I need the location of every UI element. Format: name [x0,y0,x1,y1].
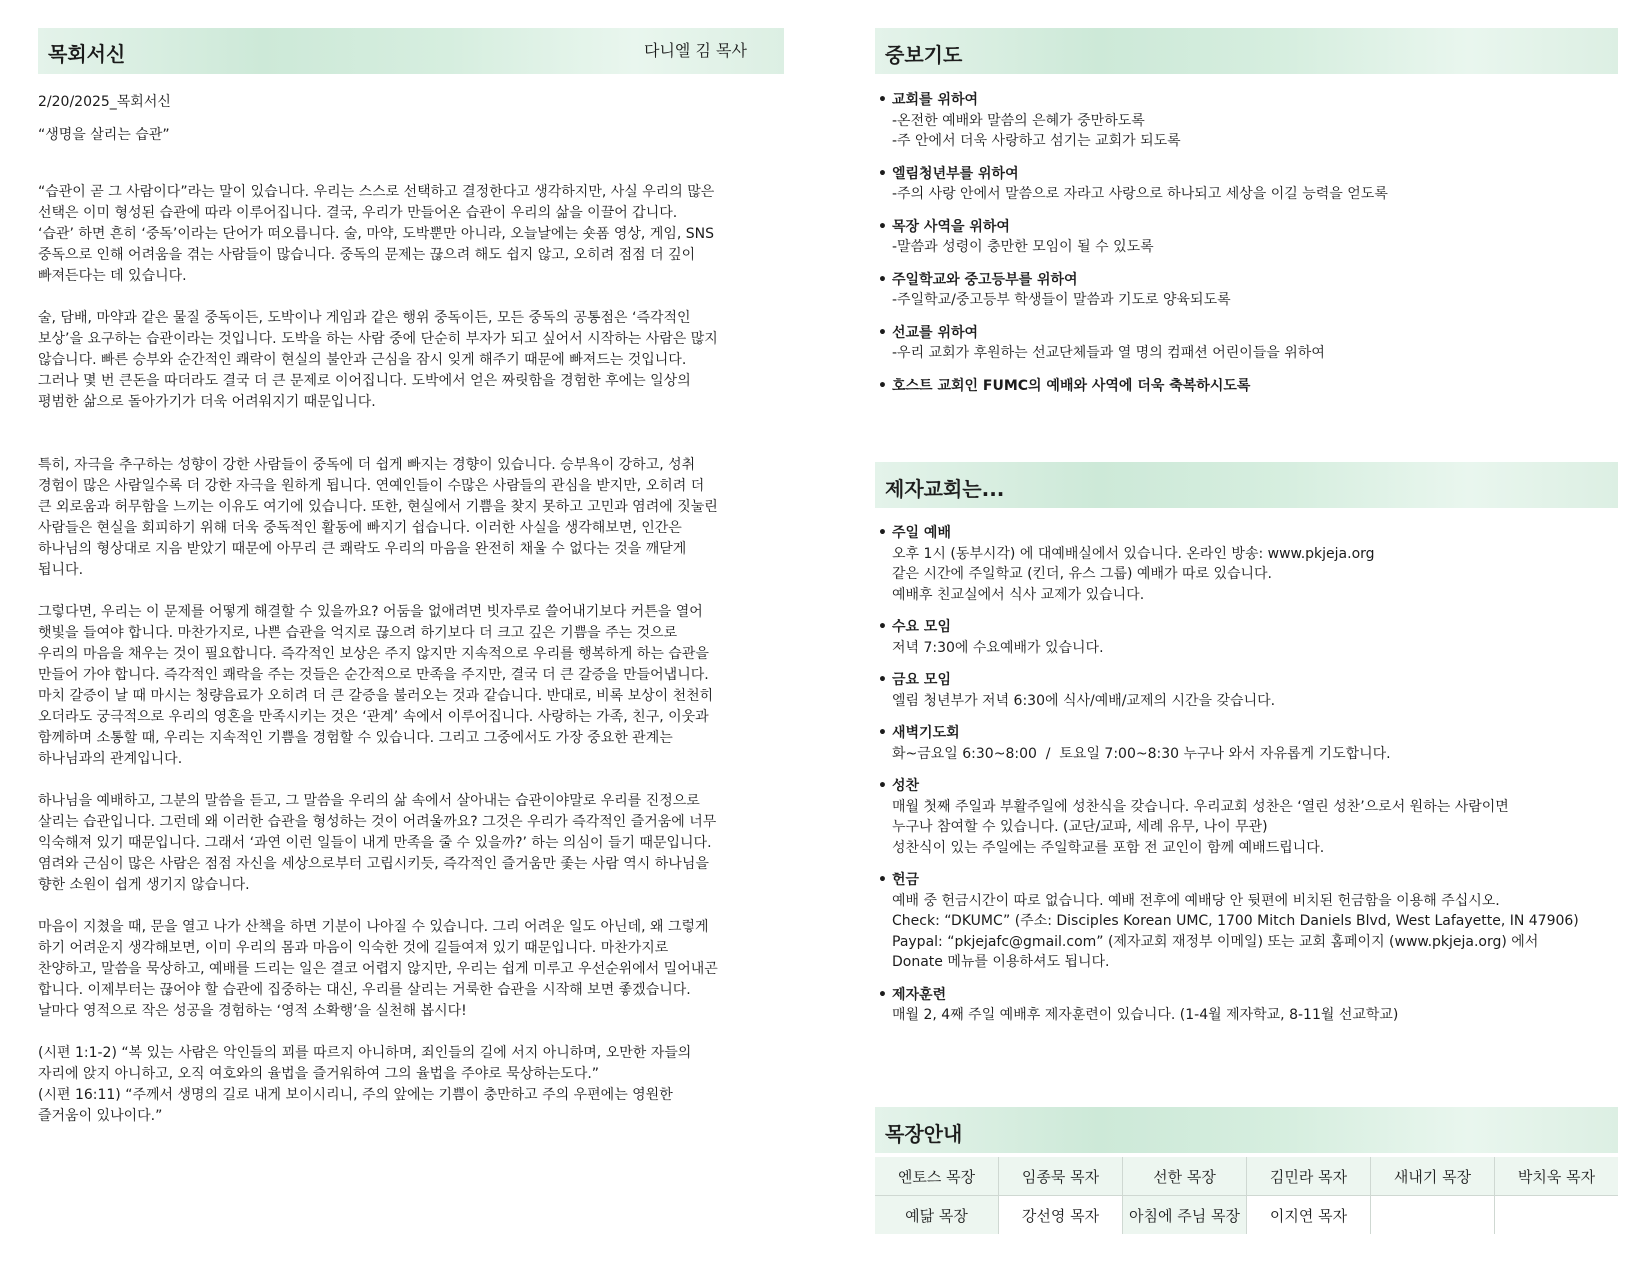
bullet-icon: • [878,377,887,394]
prayer-item-line: -말씀과 성령이 충만한 모임이 될 수 있도록 [892,239,1154,255]
info-item-line: 예배후 친교실에서 식사 교제가 있습니다. [892,586,1145,603]
table-cell: 새내기 목장 [1371,1157,1495,1196]
info-item [876,523,1596,605]
info-item-line: 같은 시간에 주일학교 (킨더, 유스 그룹) 예배가 따로 있습니다. [892,566,1273,582]
bullet-icon: • [878,725,887,741]
info-item-title: 금요 모임 [892,672,951,688]
prayer-item [876,323,1596,364]
prayer-header [875,28,1618,74]
church-info-list [876,523,1596,1026]
prayer-item-line: -주의 사랑 안에서 말씀으로 자라고 사랑으로 하나되고 세상을 이길 능력을 얻도록 [892,186,1388,202]
table-cell: 예닮 목장 [875,1196,999,1235]
pastor-letter-title: 목회서신 [48,42,126,66]
prayer-item-line: -우리 교회가 후원하는 선교단체들과 열 명의 컴패션 어린이들을 위하여 [892,345,1325,361]
prayer-title: 중보기도 [885,43,963,67]
prayer-item-title: 목장 사역을 위하여 [892,218,1010,235]
table-cell [1495,1196,1619,1235]
church-info-header [875,462,1618,508]
table-cell: 박치욱 목자 [1495,1157,1619,1196]
table-cell: 선한 목장 [1123,1157,1247,1196]
letter-paragraph: 특히, 자극을 추구하는 성향이 강한 사람들이 중독에 더 쉽게 빠지는 경향이 있습니다. 승부욕이 강하고, 성취 경험이 많은 사람일수록 더 강한 자극을 원하게 됩니다. 연예인들이 수많은 사람들의 관심을 받지만, 오히려 더 큰 외로움과 허무함을 느끼는 이유도 여기에 있습니다. 또한, 현실에서 기쁨을 찾지 못하고 고민과 염려에 짓눌린 사람들은 현실을 회피하기 위해 더욱 중독적인 활동에 빠지기 쉽습니다. 이러한 사실을 생각해보면, 인간은 하나님의 형상대로 지음 받았기 때문에 아무리 큰 쾌락도 우리의 마음을 완전히 채울 수 없다는 것을 깨닫게 됩니다. [38,457,718,578]
info-item-line: 엘림 청년부가 저녁 6:30에 식사/예배/교제의 시간을 갖습니다. [892,692,1276,709]
table-row [875,1196,1618,1235]
info-item-line: 오후 1시 (동부시각) 에 대예배실에서 있습니다. 온라인 방송: www.pkjeja.org [892,545,1375,562]
bullet-icon: • [878,324,887,341]
prayer-item [876,376,1596,397]
table-row [875,1157,1618,1196]
prayer-item [876,270,1596,311]
info-item-line: 매월 2, 4째 주일 예배후 제자훈련이 있습니다. (1-4월 제자학교, 8-11월 선교학교) [892,1007,1399,1023]
table-cell: 아침에 주님 목장 [1123,1196,1247,1235]
prayer-item-title: 교회를 위하여 [892,92,979,108]
info-item [876,670,1596,711]
letter-paragraph: 그렇다면, 우리는 이 문제를 어떻게 해결할 수 있을까요? 어둠을 없애려면 빗자루로 쓸어내기보다 커튼을 열어 햇빛을 들여야 합니다. 마찬가지로, 나쁜 습관을 억지로 끊으려 하기보다 더 크고 깊은 기쁨을 주는 것으로 우리의 마음을 채우는 것이 필요합니다. 즉각적인 보상은 주지 않지만 지속적으로 우리를 행복하게 하는 습관을 만들어 가야 합니다. 즉각적인 쾌락을 주는 것들은 순간적으로 만족을 주지만, 결국 더 큰 갈증을 만들어냅니다. 마치 갈증이 날 때 마시는 청량음료가 오히려 더 큰 갈증을 불러오는 것과 같습니다. 반대로, 비록 보상이 천천히 오더라도 궁극적으로 우리의 영혼을 만족시키는 것은 ‘관계’ 속에서 이루어집니다. 사랑하는 가족, 친구, 이웃과 함께하며 소통할 때, 우리는 지속적인 기쁨을 경험할 수 있습니다. 그리고 그중에서도 가장 중요한 관계는 하나님과의 관계입니다. [38,604,714,767]
letter-paragraph: 하나님을 예배하고, 그분의 말씀을 듣고, 그 말씀을 우리의 삶 속에서 살아내는 습관이야말로 우리를 진정으로 살리는 습관입니다. 그런데 왜 이러한 습관을 형성하는 것이 어려울까요? 그것은 우리가 즉각적인 즐거움에 너무 익숙해져 있기 때문입니다. 그래서 ‘과연 이런 일들이 내게 만족을 줄 수 있을까?’ 하는 의심이 들기 때문입니다. 염려와 근심이 많은 사람은 점점 자신을 세상으로부터 고립시키듯, 즉각적인 즐거움만 좇는 사람 역시 하나님을 향한 소원이 쉽게 생기지 않습니다. [38,793,717,893]
letter-date-line: 2/20/2025_목회서신 [38,94,171,110]
bullet-icon: • [878,525,887,541]
info-item-title: 수요 모임 [892,619,951,635]
info-item-line: 예배 중 헌금시간이 따로 없습니다. 예배 전후에 예배당 안 뒷편에 비치된 헌금함을 이용해 주십시오. [892,892,1500,909]
table-cell [1371,1196,1495,1235]
info-item-title: 헌금 [892,872,920,888]
prayer-item-line: -주 안에서 더욱 사랑하고 섬기는 교회가 되도록 [892,133,1181,149]
prayer-item [876,90,1596,152]
table-cell: 임종묵 목자 [999,1157,1123,1196]
table-cell: 엔토스 목장 [875,1157,999,1196]
church-info-title: 제자교회는... [885,477,1005,501]
info-item-title: 제자훈련 [892,986,947,1003]
info-item-line: 매월 첫째 주일과 부활주일에 성찬식을 갖습니다. 우리교회 성찬은 ‘열린 성찬’으로서 원하는 사람이면 [892,798,1509,815]
letter-scripture: (시편 1:1-2) “복 있는 사람은 악인들의 꾀를 따르지 아니하며, 죄인들의 길에 서지 아니하며, 오만한 자들의 자리에 앉지 아니하고, 오직 여호와의 율법을 즐거워하여 그의 율법을 주야로 묵상하는도다.” (시편 16:11) “주께서 생명의 길로 내게 보이시리니, 주의 앞에는 기쁨이 충만하고 주의 우편에는 영원한 즐거움이 있나이다.” [38,1045,692,1124]
letter-paragraph: 술, 담배, 마약과 같은 물질 중독이든, 도박이나 게임과 같은 행위 중독이든, 모든 중독의 공통점은 ‘즉각적인 보상’을 요구하는 습관이라는 것입니다. 도박을 하는 사람 중에 단순히 부자가 되고 싶어서 시작하는 사람은 많지 않습니다. 빠른 승부와 순간적인 쾌락이 현실의 불안과 근심을 잠시 잊게 해주기 때문에 빠져드는 것입니다. 그러나 몇 번 큰돈을 따더라도 결국 더 큰 문제로 이어집니다. 도박에서 얻은 짜릿함을 경험한 후에는 일상의 평범한 삶으로 돌아가기가 더욱 어려워지기 때문입니다. [38,310,718,410]
bullet-icon: • [878,986,887,1003]
prayer-item-title: 호스트 교회인 FUMC의 예배와 사역에 더욱 축복하시도록 [892,377,1251,394]
bullet-icon: • [878,619,887,635]
table-cell: 이지연 목자 [1247,1196,1371,1235]
letter-paragraph: “습관이 곧 그 사람이다”라는 말이 있습니다. 우리는 스스로 선택하고 결정한다고 생각하지만, 사실 우리의 많은 선택은 이미 형성된 습관에 따라 이루어집니다. 결국, 우리가 만들어온 습관이 우리의 삶을 이끌어 갑니다. ‘습관’ 하면 흔히 ‘중독’이라는 단어가 떠오릅니다. 술, 마약, 도박뿐만 아니라, 오늘날에는 숏폼 영상, 게임, SNS 중독으로 인해 어려움을 겪는 사람들이 많습니다. 중독의 문제는 끊으려 해도 쉽지 않고, 오히려 점점 더 깊이 빠져든다는 데 있습니다. [38,184,715,284]
info-item-line: Check: “DKUMC” (주소: Disciples Korean UMC, 1700 Mitch Daniels Blvd, West Lafayette, IN 47906) [892,913,1579,929]
info-item-line: Paypal: “pkjejafc@gmail.com” (제자교회 재정부 이메일) 또는 교회 홈페이지 (www.pkjeja.org) 에서 [892,933,1539,950]
info-item-title: 새벽기도회 [892,725,960,741]
prayer-list [876,90,1596,396]
prayer-item-title: 주일학교와 중고등부를 위하여 [892,271,1078,288]
info-item-title: 성찬 [892,778,920,794]
info-item-line: Donate 메뉴를 이용하셔도 됩니다. [892,954,1110,970]
bullet-icon: • [878,271,887,288]
pastor-letter-body [38,92,778,1127]
bullet-icon: • [878,165,887,182]
letter-subtitle: “생명을 살리는 습관” [38,127,170,143]
prayer-item [876,164,1596,205]
prayer-item [876,217,1596,258]
info-item-title: 주일 예배 [892,525,951,541]
bullet-icon: • [878,872,887,888]
info-item [876,723,1596,764]
info-item-line: 저녁 7:30에 수요예배가 있습니다. [892,639,1104,656]
bullet-icon: • [878,672,887,688]
prayer-item-line: -주일학교/중고등부 학생들이 말씀과 기도로 양육되도록 [892,292,1231,308]
pastor-letter-author: 다니엘 김 목사 [644,41,747,60]
pastor-letter-header [38,28,784,74]
prayer-item-title: 선교를 위하여 [892,324,979,341]
info-item [876,617,1596,658]
prayer-item-line: -온전한 예배와 말씀의 은혜가 중만하도록 [892,112,1145,129]
bullet-icon: • [878,778,887,794]
bullet-icon: • [878,218,887,235]
cell-groups-header [875,1107,1618,1153]
bullet-icon: • [878,92,887,108]
info-item [876,985,1596,1026]
cell-groups-title: 목장안내 [885,1122,963,1146]
letter-paragraph: 마음이 지쳤을 때, 문을 열고 나가 산책을 하면 기분이 나아질 수 있습니다. 그리 어려운 일도 아닌데, 왜 그렇게 하기 어려운지 생각해보면, 이미 우리의 몸과 마음이 익숙한 것에 길들여져 있기 때문입니다. 마찬가지로 찬양하고, 말씀을 묵상하고, 예배를 드리는 일은 결코 어렵지 않지만, 우리는 쉽게 미루고 우선순위에서 밀어내곤 합니다. 이제부터는 끊어야 할 습관에 집중하는 대신, 우리를 살리는 거룩한 습관을 시작해 보면 좋겠습니다. 날마다 영적으로 작은 성공을 경험하는 ‘영적 소확행’을 실천해 봅시다! [38,919,718,1019]
info-item-line: 성찬식이 있는 주일에는 주일학교를 포함 전 교인이 함께 예배드립니다. [892,839,1325,856]
prayer-item-title: 엘림청년부를 위하여 [892,165,1019,182]
cell-groups-table [875,1157,1618,1234]
info-item [876,870,1596,973]
table-cell: 김민라 목자 [1247,1157,1371,1196]
info-item-line: 누구나 참여할 수 있습니다. (교단/교파, 세례 유무, 나이 무관) [892,819,1268,835]
table-cell: 강선영 목자 [999,1196,1123,1235]
info-item [876,776,1596,858]
info-item-line: 화~금요일 6:30~8:00 / 토요일 7:00~8:30 누구나 와서 자유롭게 기도합니다. [892,745,1391,762]
